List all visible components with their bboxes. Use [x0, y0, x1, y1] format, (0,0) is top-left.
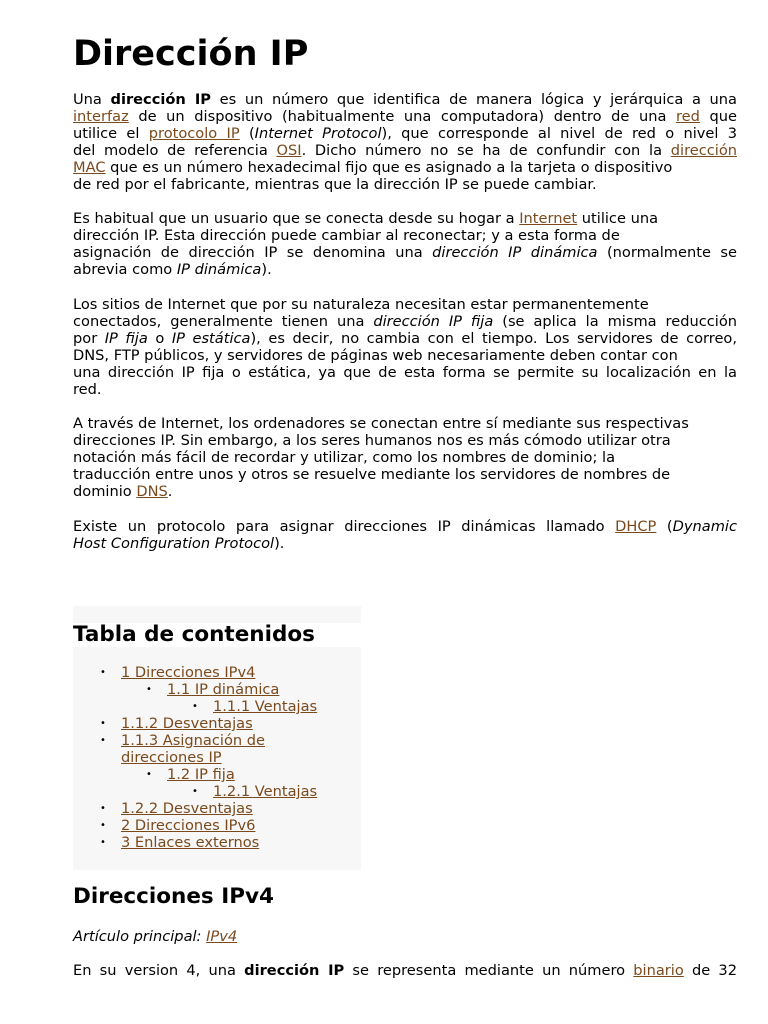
page-title: Dirección IP [73, 34, 309, 74]
text-line [73, 244, 737, 261]
text-run: utilice una [577, 210, 659, 227]
italic-term: IP dinámica [176, 261, 262, 278]
text-run: de 32 [683, 962, 737, 979]
text-run: ). [274, 535, 285, 552]
text-line [73, 518, 737, 535]
section-heading-ipv4: Direcciones IPv4 [73, 884, 274, 909]
text-line: dirección IP. Esta dirección puede cambiar al reconectar; y a esta forma de [73, 227, 620, 244]
bullet-icon: • [192, 786, 198, 797]
bold-term: dirección IP [244, 962, 345, 979]
text-line: de red por el fabricante, mientras que la dirección IP se puede cambiar. [73, 176, 597, 193]
italic-term: IP estática [171, 330, 251, 347]
text-line: una dirección IP fija o estática, ya que de esta forma se permite su localización en la [73, 364, 737, 381]
link-osi[interactable]: OSI [276, 142, 302, 159]
text-line [73, 928, 737, 945]
link-binario[interactable]: binario [633, 962, 684, 979]
link-protocolo-ip[interactable]: protocolo IP [148, 125, 240, 142]
text-line [73, 483, 737, 500]
toc-item-asignacion[interactable]: 1.1.3 Asignación de [121, 732, 266, 749]
paragraph-dynamic-ip [73, 210, 737, 278]
text-run: (normalmente se [597, 244, 737, 261]
paragraph-dns [73, 415, 737, 500]
text-run: por [73, 330, 105, 347]
toc-item-ventajas-1[interactable]: 1.1.1 Ventajas [213, 698, 318, 715]
toc-item-ventajas-2[interactable]: 1.2.1 Ventajas [213, 783, 318, 800]
bullet-icon: • [100, 803, 106, 814]
text-run: que [699, 108, 737, 125]
toc-title: Tabla de contenidos [73, 623, 361, 647]
link-dns[interactable]: DNS [136, 483, 168, 500]
text-run: es un número que identifica de manera lógica y jerárquica a una [210, 91, 738, 108]
text-run: dominio [73, 483, 137, 500]
link-ipv4[interactable]: IPv4 [206, 928, 238, 945]
paragraph-dhcp [73, 518, 737, 552]
text-line: DNS, FTP públicos, y servidores de páginas web necesariamente deben contar con [73, 347, 678, 364]
bullet-icon: • [100, 837, 106, 848]
toc-item-direcciones-ipv6[interactable]: 2 Direcciones IPv6 [121, 817, 256, 834]
text-run: Es habitual que un usuario que se conecta desde su hogar a [73, 210, 520, 227]
text-line [73, 210, 737, 227]
italic-term: IP fija [104, 330, 148, 347]
text-run: . Dicho número no se ha de confundir con la [301, 142, 671, 159]
text-line: direcciones IP. Sin embargo, a los seres humanos nos es más cómodo utilizar otra [73, 432, 671, 449]
text-run: se representa mediante un número [344, 962, 634, 979]
text-run: ), es decir, no cambia con el tiempo. Los servidores de correo, [250, 330, 737, 347]
text-line: A través de Internet, los ordenadores se conectan entre sí mediante sus respectivas [73, 415, 689, 432]
italic-term: dirección IP fija [373, 313, 494, 330]
toc-item-ip-dinamica[interactable]: 1.1 IP dinámica [167, 681, 280, 698]
bullet-icon: • [146, 684, 152, 695]
italic-term: dirección IP dinámica [432, 244, 598, 261]
link-red[interactable]: red [675, 108, 700, 125]
text-run: asignación de dirección IP se denomina una [73, 244, 433, 261]
toc-item-direcciones-ipv4[interactable]: 1 Direcciones IPv4 [121, 664, 256, 681]
bold-term: dirección IP [110, 91, 211, 108]
bullet-icon: • [146, 769, 152, 780]
link-internet[interactable]: Internet [519, 210, 578, 227]
text-line [73, 962, 737, 979]
text-run: Una [73, 91, 111, 108]
bullet-icon: • [100, 718, 106, 729]
text-line [73, 330, 737, 347]
link-interfaz[interactable]: interfaz [73, 108, 129, 125]
text-run: conectados, generalmente tienen una [73, 313, 374, 330]
bullet-icon: • [100, 820, 106, 831]
text-line [73, 108, 737, 125]
bullet-icon: • [192, 701, 198, 712]
bullet-icon: • [100, 735, 106, 746]
italic-term: Host Configuration Protocol [73, 535, 275, 552]
toc-item-ip-fija[interactable]: 1.2 IP fija [167, 766, 235, 783]
intro-paragraph [73, 91, 737, 193]
text-run: (se aplica la misma reducción [493, 313, 738, 330]
bullet-icon: • [100, 667, 106, 678]
text-run: abrevia como [73, 261, 177, 278]
italic-term: Dynamic [672, 518, 737, 535]
italic-term: Internet Protocol [254, 125, 382, 142]
text-line [73, 313, 737, 330]
text-run: de un dispositivo (habitualmente una computadora) dentro de una [128, 108, 676, 125]
main-article-note [73, 928, 737, 945]
paragraph-ipv4 [73, 962, 737, 979]
toc-item-desventajas-2[interactable]: 1.2.2 Desventajas [121, 800, 253, 817]
text-line [73, 142, 737, 159]
paragraph-fixed-ip [73, 296, 737, 398]
text-line [73, 125, 737, 142]
toc-item-desventajas-1[interactable]: 1.1.2 Desventajas [121, 715, 253, 732]
link-dhcp[interactable]: DHCP [615, 518, 657, 535]
text-run: . [167, 483, 173, 500]
toc-item-asignacion-cont[interactable]: direcciones IP [121, 749, 222, 766]
text-run: ( [656, 518, 673, 535]
text-line: Los sitios de Internet que por su naturaleza necesitan estar permanentemente [73, 296, 649, 313]
link-direccion-mac-cont[interactable]: MAC [73, 159, 106, 176]
toc-item-enlaces-externos[interactable]: 3 Enlaces externos [121, 834, 260, 851]
table-of-contents [73, 606, 361, 870]
text-line: traducción entre unos y otros se resuelve mediante los servidores de nombres de [73, 466, 671, 483]
text-line: red. [73, 381, 102, 398]
text-run: que es un número hexadecimal fijo que es asignado a la tarjeta o dispositivo [105, 159, 673, 176]
text-line [73, 261, 737, 278]
italic-term: Artículo principal: [73, 928, 207, 945]
text-run: utilice el [73, 125, 149, 142]
text-run: En su version 4, una [73, 962, 245, 979]
text-run: o [147, 330, 172, 347]
text-line [73, 159, 737, 176]
text-run: ( [239, 125, 255, 142]
text-line [73, 535, 737, 552]
text-run: del modelo de referencia [73, 142, 277, 159]
text-run: Existe un protocolo para asignar direcciones IP dinámicas llamado [73, 518, 616, 535]
text-line: notación más fácil de recordar y utilizar, como los nombres de dominio; la [73, 449, 616, 466]
text-run: ), que corresponde al nivel de red o nivel 3 [381, 125, 737, 142]
text-run: ). [261, 261, 272, 278]
link-direccion-mac[interactable]: dirección [670, 142, 738, 159]
text-line [73, 91, 737, 108]
